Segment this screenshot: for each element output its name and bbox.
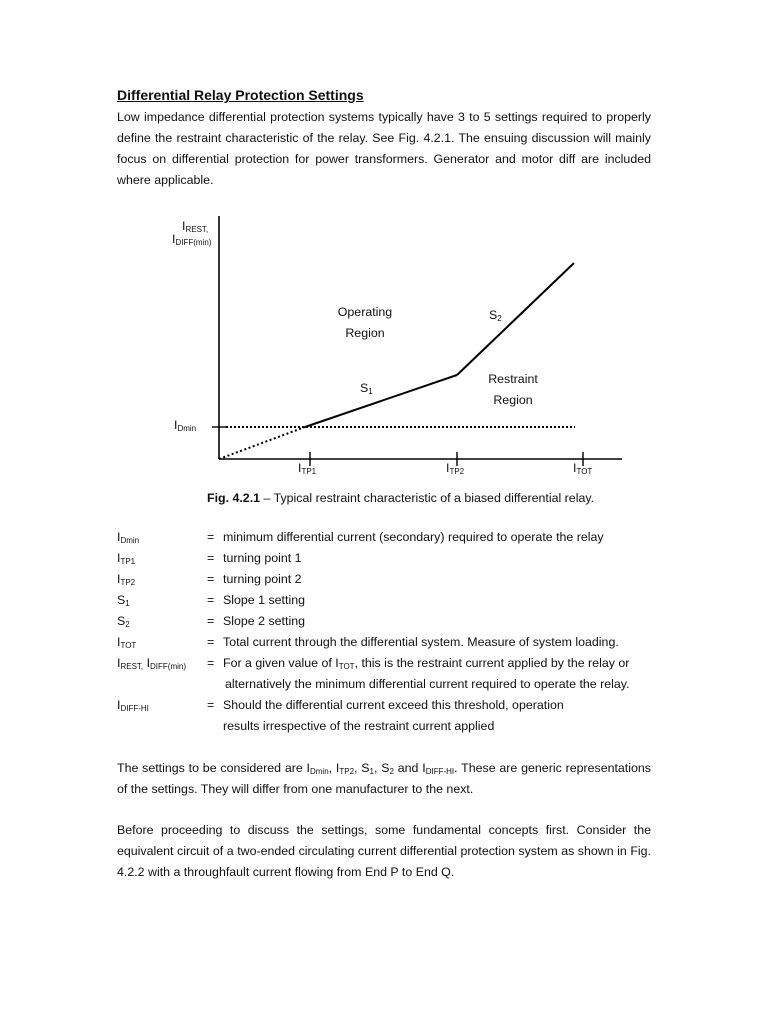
restraint-characteristic-plot [0, 0, 768, 480]
definition-row: $I_{TOT}$ = Total current through the differential system. Measure of system loading. [117, 635, 619, 650]
restraint-region-label: Restraint Region [488, 372, 538, 407]
definition-row: $I_{Dmin}$ = minimum differential current (secondary) required to operate the relay [117, 530, 604, 545]
itot-label: $I_{TOT}$ [573, 461, 593, 476]
document-title: Differential Relay Protection Settings [117, 87, 364, 103]
definition-row: $I_{TP2}$ = turning point 2 [117, 572, 302, 587]
final-paragraph [117, 820, 651, 883]
definition-row: $I_{DIFF-HI}$ = Should the differential current exceed this threshold, operation results irrespective of the restraint current applied [117, 698, 564, 733]
definition-row: $I_{REST,}$ $I_{DIFF(min)}$ = For a given value of $I_{TOT}$, this is the restraint current applied by the relay or alternatively the minimum differential current required to operate the relay. [117, 656, 630, 691]
s1-label: $S_1$ [360, 381, 373, 396]
operating-region-label: Operating Region [337, 305, 393, 340]
itp2-label: $I_{TP2}$ [446, 461, 465, 476]
final-text: Before proceeding to discuss the settings, some fundamental concepts first. Consider the equivalent circuit of a two-ended circulating current differential protection system as shown in Fig. 4.2.2 with a throughfault current flowing from End P to End Q. [117, 823, 651, 879]
slope2-segment [457, 263, 574, 375]
s2-label: $S_2$ [489, 308, 502, 323]
restraint-characteristic-figure [0, 0, 768, 480]
y-axis-label-rest: $I_{REST,}$ [182, 219, 209, 234]
settings-paragraph: The settings to be considered are $I_{Dmin}$, $I_{TP2}$, $S_1$, $S_2$ and $I_{DIFF-HI}$. These are generic representations of the settings. They will differ from one manufacturer to the next. [117, 761, 651, 796]
definition-row: $S_2$ = Slope 2 setting [117, 614, 305, 629]
intro-text: Low impedance differential protection systems typically have 3 to 5 settings required to properly define the restraint characteristic of the relay. See Fig. 4.2.1. The ensuing discussion will mainly focus on differential protection for power transformers. Generator and motor diff are included where applicable. [117, 110, 651, 187]
definitions-list [117, 527, 677, 737]
caption-text: – Typical restraint characteristic of a biased differential relay. [260, 491, 595, 505]
definition-row: $S_1$ = Slope 1 setting [117, 593, 305, 608]
definition-row: $I_{TP1}$ = turning point 1 [117, 551, 302, 566]
figure-caption [207, 491, 594, 505]
idmin-axis-label: $I_{Dmin}$ [174, 418, 197, 433]
itp1-label: $I_{TP1}$ [298, 461, 317, 476]
y-axis-label-diff: $I_{DIFF(min)}$ [172, 232, 212, 247]
caption-prefix: Fig. 4.2.1 [207, 491, 261, 505]
slope1-extension [219, 427, 305, 459]
slope1-segment [305, 375, 457, 427]
